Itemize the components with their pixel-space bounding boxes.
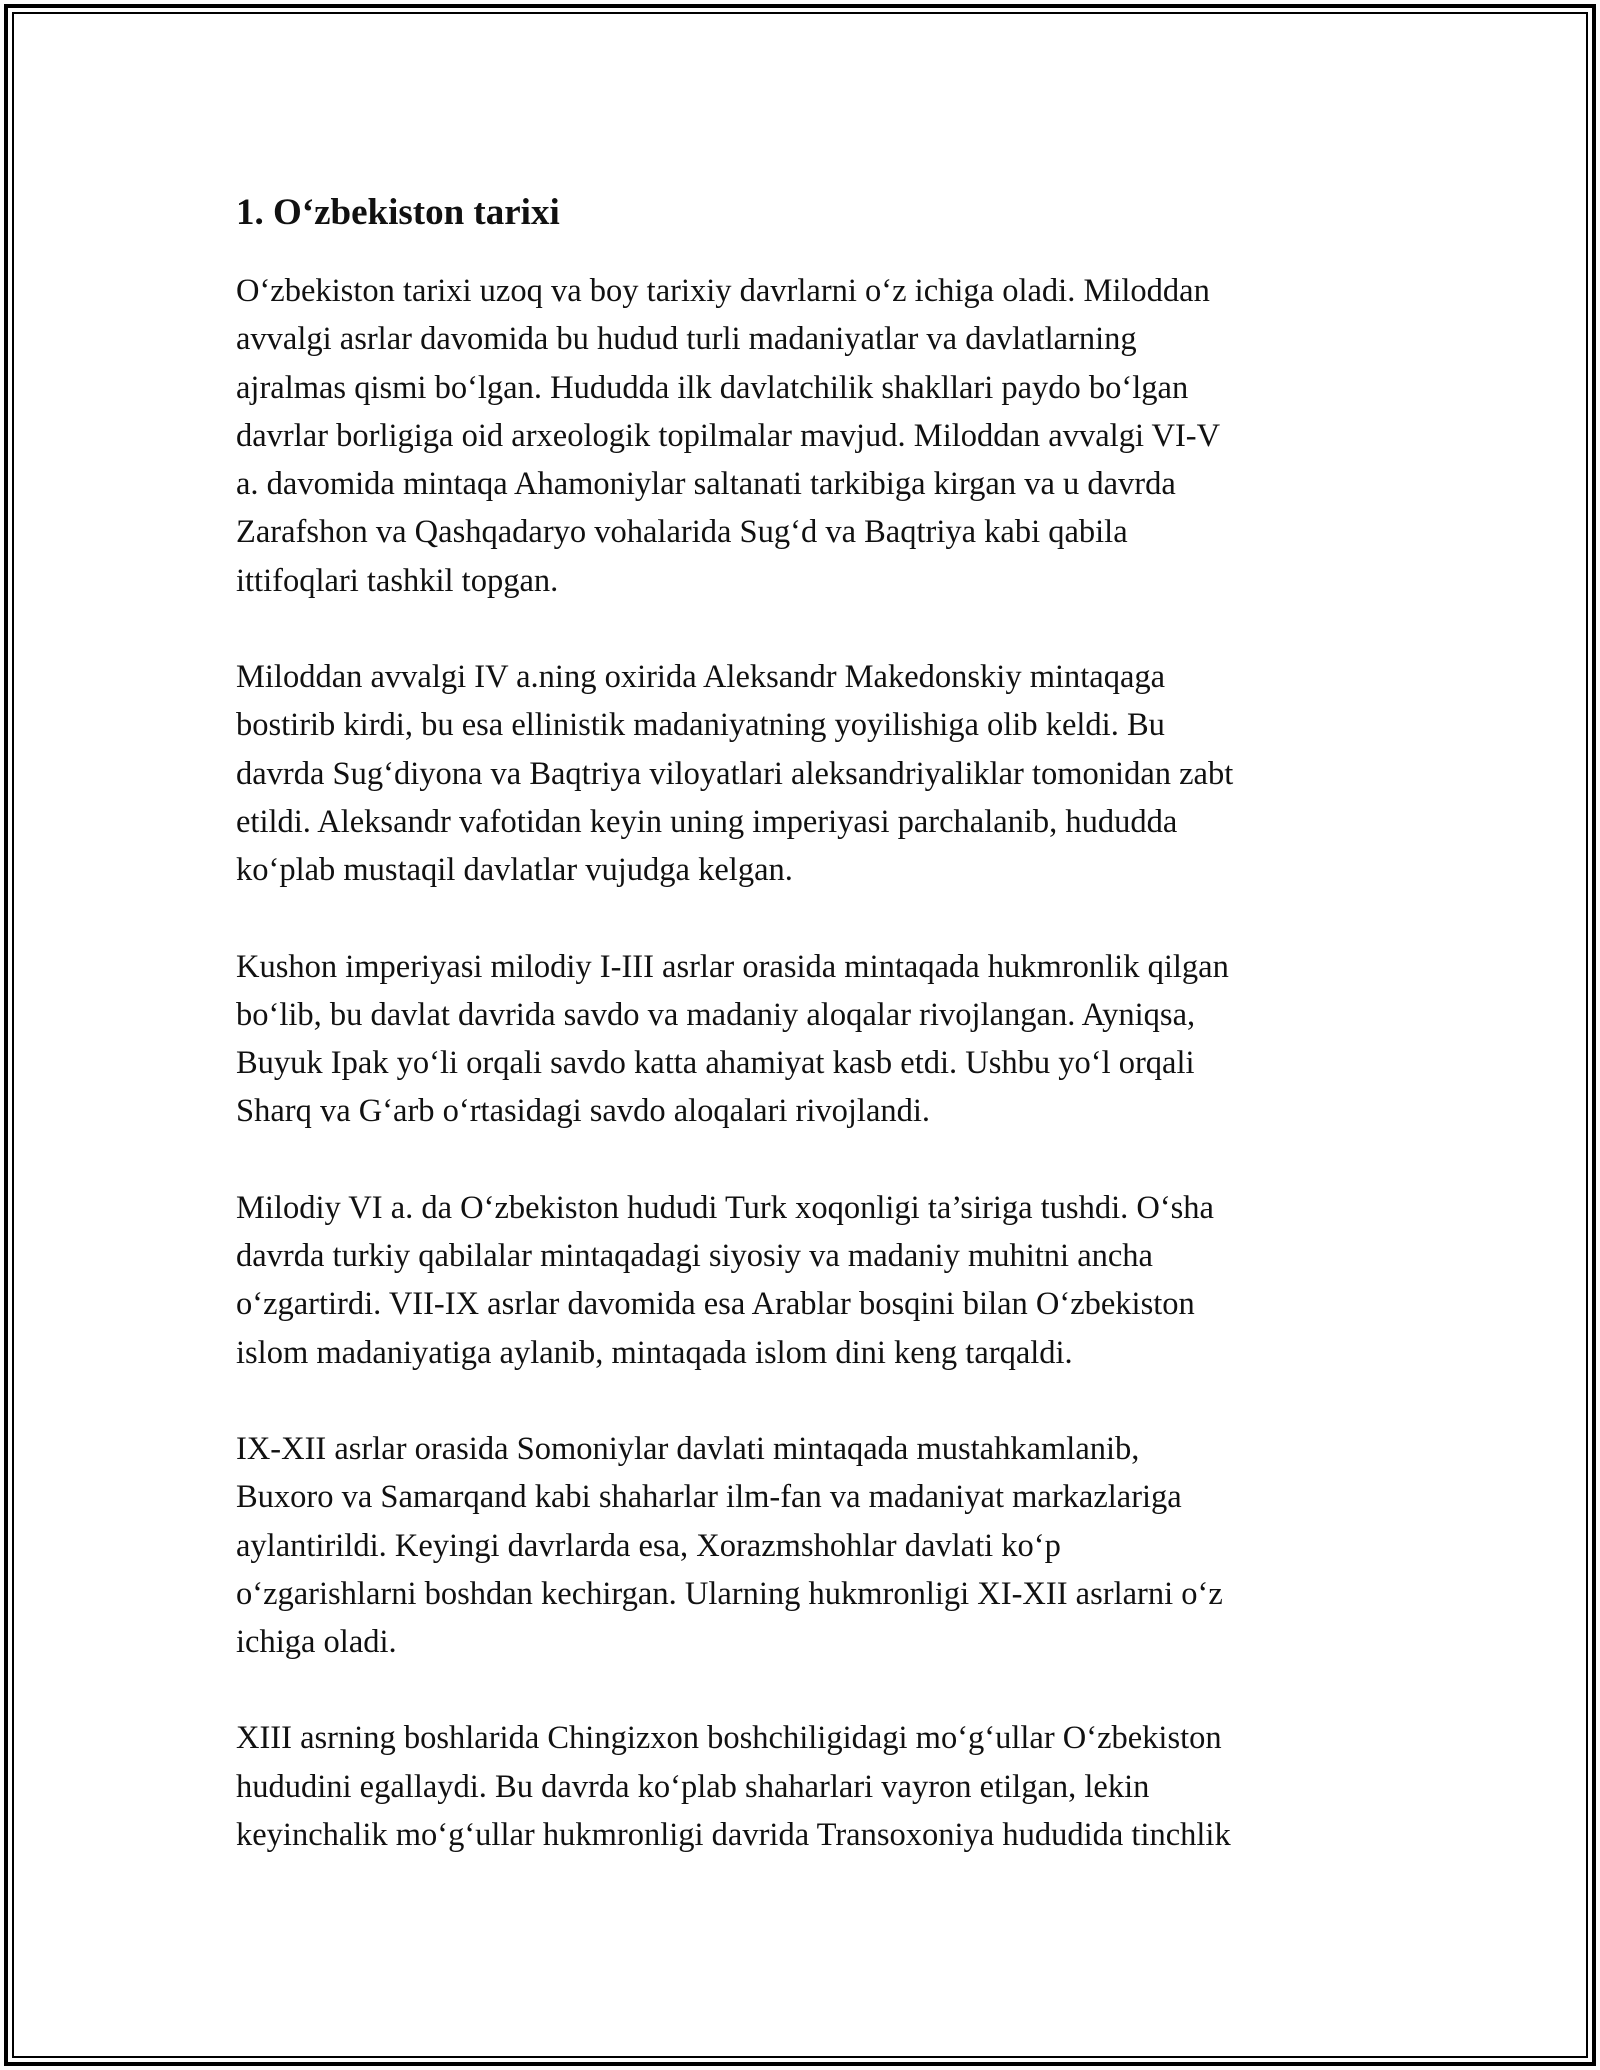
paragraph-3 [236, 943, 1366, 1136]
section-heading: 1. O‘zbekiston tarixi [236, 192, 560, 233]
text-line: o‘zgartirdi. VII-IX asrlar davomida esa Arablar bosqini bilan O‘zbekiston [236, 1286, 1195, 1323]
text-line: avvalgi asrlar davomida bu hudud turli madaniyatlar va davlatlarning [236, 321, 1137, 358]
text-line: IX-XII asrlar orasida Somoniylar davlati mintaqada mustahkamlanib, [236, 1430, 1140, 1467]
text-line: keyinchalik mo‘g‘ullar hukmronligi davrida Transoxoniya hududida tinchlik [236, 1817, 1231, 1854]
text-line: Miloddan avvalgi IV a.ning oxirida Aleksandr Makedonskiy mintaqaga [236, 659, 1166, 696]
text-line: Buyuk Ipak yo‘li orqali savdo katta ahamiyat kasb etdi. Ushbu yo‘l orqali [236, 1045, 1195, 1082]
document-body [236, 185, 1366, 1907]
paragraph-1 [236, 267, 1366, 605]
text-line: bostirib kirdi, bu esa ellinistik madaniyatning yoyilishiga olib keldi. Bu [236, 707, 1165, 744]
text-line: etildi. Aleksandr vafotidan keyin uning imperiyasi parchalanib, hududda [236, 803, 1178, 840]
text-line: ichiga oladi. [236, 1624, 397, 1661]
text-line: XIII asrning boshlarida Chingizxon boshchiligidagi mo‘g‘ullar O‘zbekiston [236, 1720, 1222, 1757]
text-line: Zarafshon va Qashqadaryo vohalarida Sug‘d va Baqtriya kabi qabila [236, 514, 1128, 551]
text-line: hududini egallaydi. Bu davrda ko‘plab shaharlari vayron etilgan, lekin [236, 1768, 1150, 1805]
text-line: ko‘plab mustaqil davlatlar vujudga kelgan. [236, 852, 793, 889]
text-line: O‘zbekiston tarixi uzoq va boy tarixiy davrlarni o‘z ichiga oladi. Miloddan [236, 273, 1210, 309]
text-line: Milodiy VI a. da O‘zbekiston hududi Turk xoqonligi ta’siriga tushdi. O‘sha [236, 1189, 1214, 1226]
paragraph-4 [236, 1184, 1366, 1377]
text-line: o‘zgarishlarni boshdan kechirgan. Ularning hukmronligi XI-XII asrlarni o‘z [236, 1575, 1223, 1612]
text-line: aylantirildi. Keyingi davrlarda esa, Xorazmshohlar davlati ko‘p [236, 1527, 1061, 1564]
text-line: davrlar borligiga oid arxeologik topilmalar mavjud. Miloddan avvalgi VI-V [236, 417, 1221, 454]
text-line: bo‘lib, bu davlat davrida savdo va madaniy aloqalar rivojlangan. Ayniqsa, [236, 996, 1196, 1033]
text-line: Buxoro va Samarqand kabi shaharlar ilm-fan va madaniyat markazlariga [236, 1479, 1182, 1516]
text-line: ittifoqlari tashkil topgan. [236, 562, 559, 599]
text-line: davrda Sug‘diyona va Baqtriya viloyatlari aleksandriyaliklar tomonidan zabt [236, 755, 1234, 792]
text-line: davrda turkiy qabilalar mintaqadagi siyosiy va madaniy muhitni ancha [236, 1238, 1153, 1275]
paragraph-6 [236, 1714, 1366, 1859]
text-line: Sharq va G‘arb o‘rtasidagi savdo aloqalari rivojlandi. [236, 1093, 931, 1130]
text-line: islom madaniyatiga aylanib, mintaqada islom dini keng tarqaldi. [236, 1334, 1073, 1371]
text-line: ajralmas qismi bo‘lgan. Hududda ilk davlatchilik shakllari paydo bo‘lgan [236, 369, 1189, 406]
text-line: a. davomida mintaqa Ahamoniylar saltanati tarkibiga kirgan va u davrda [236, 466, 1176, 503]
text-line: Kushon imperiyasi milodiy I-III asrlar orasida mintaqada hukmronlik qilgan [236, 948, 1229, 985]
paragraph-5 [236, 1425, 1366, 1666]
paragraph-2 [236, 653, 1366, 894]
